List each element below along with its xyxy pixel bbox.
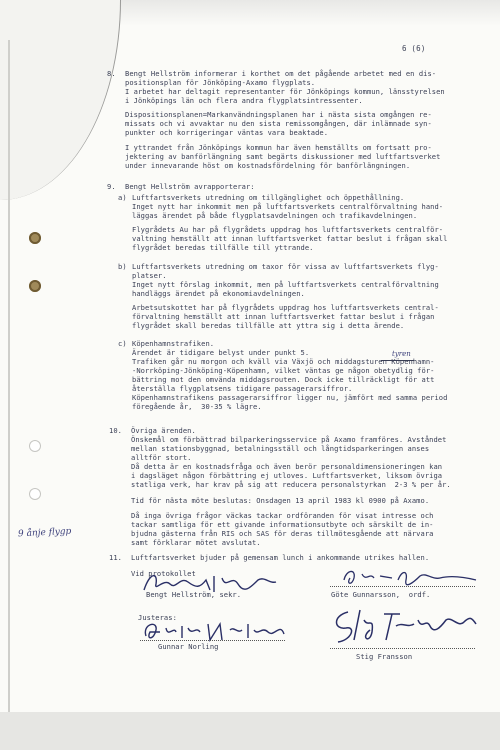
text-line: Önskemål om förbättrad bilparkeringsservice på Axamo framföres. Avståndet — [131, 435, 447, 444]
text-line: statliga verk, har krav på sig att reducera personalstyrkan 2-3 % per år. — [131, 480, 451, 489]
text-line: alltför stort. — [131, 453, 192, 462]
text-line: punkter och korrigeringar väntas vara beaktade. — [125, 128, 329, 137]
signature-line — [330, 648, 475, 649]
text-line: Stig Fransson — [356, 652, 413, 661]
text-line: Göte Gunnarsson, ordf. — [331, 590, 431, 599]
text-line: flygrådet beredas tillfälle till yttrande. — [132, 243, 314, 252]
strikethrough-mark — [381, 360, 414, 361]
text-line: Ärendet är tidigare belyst under punkt 5. — [132, 348, 310, 357]
text-line: Justeras: — [138, 613, 177, 622]
text-line: Luftfartsverkets utredning om tillgänglighet och öppethållning. — [132, 193, 405, 202]
text-line: i dagsläget någon förbättring ej utloves. Luftfartsverket, liksom övriga — [131, 471, 443, 480]
text-line: 8. — [107, 69, 116, 78]
text-line: I yttrandet från Jönköpings kommun har även hemställts om fortsatt pro- — [125, 143, 432, 152]
page-bottom-edge — [0, 712, 500, 750]
text-line: i Jönköpings län och flera andra flygplatsintressenter. — [125, 96, 363, 105]
text-line: mellan stationsbyggnad, betalningsställ och långtidsparkeringen anses — [131, 444, 430, 453]
signature-gote-gunnarsson — [340, 566, 480, 588]
text-line: Då inga övriga frågor väckas tackar ordföranden för visat intresse och — [131, 511, 434, 520]
text-line: Köpenhamnstrafikens passagerarsiffror ligger nu, jämfört med samma period — [132, 393, 448, 402]
text-line: Trafiken går nu morgon och kväll via Växjö och middagsturen Köpenhamn- — [132, 357, 435, 366]
text-line: handläggs ärendet på ekonomiavdelningen. — [132, 289, 305, 298]
signature-gunnar-norling — [140, 618, 290, 646]
text-line: missats och vi avvaktar nu den sista remissomgången, där inlämnade syn- — [125, 119, 432, 128]
text-line: -Norrköping-Jönköping-Köpenhamn, vilket väntas ge någon obetydlig för- — [132, 366, 435, 375]
punch-hole — [29, 488, 41, 500]
signature-stig-fransson — [330, 606, 480, 648]
text-line: a) — [118, 193, 127, 202]
text-line: c) — [118, 339, 127, 348]
text-line: platser. — [132, 271, 167, 280]
text-line: Bengt Hellström, sekr. — [146, 590, 242, 599]
text-line: under innevarande höst om kostnadsfördelning för banförlängningen. — [125, 161, 411, 170]
text-line: tackar samtliga för ett givande informationsutbyte och särskilt de in- — [131, 520, 434, 529]
text-line: bättring mot den omvända middagsrouten. Dock icke tillräckligt för att — [132, 375, 435, 384]
signature-line — [140, 640, 285, 641]
page-edge — [8, 40, 10, 730]
text-line: Arbetsutskottet har på flygrådets uppdrag hos luftfartsverkets central- — [132, 303, 439, 312]
text-line: föregående år, 30-35 % lägre. — [132, 402, 262, 411]
text-line: Dispositionsplanen=Markanvändningsplanen har i nästa sista omgången re- — [125, 110, 432, 119]
text-line: Köpenhamnstrafiken. — [132, 339, 215, 348]
punch-hole — [29, 440, 41, 452]
signature-line — [330, 586, 475, 587]
text-line: samt förklarar mötet avslutat. — [131, 538, 261, 547]
punch-hole — [29, 232, 41, 244]
page-number: 6 (6) — [402, 44, 426, 53]
text-line: Gunnar Norling — [158, 642, 219, 651]
text-line: återställa flygplatsens tidigare passagerarsiffror. — [132, 384, 353, 393]
text-line: flygrådet skall beredas tillfälle att yttra sig i detta ärende. — [132, 321, 405, 330]
text-line: 9. — [107, 182, 116, 191]
text-line: Övriga ärenden. — [131, 426, 196, 435]
margin-note: 9 ånje flygp — [17, 526, 72, 540]
text-line: bjudna gästerna från RIS och SAS för deras tillmötesgående att närvara — [131, 529, 434, 538]
text-line: valtning hemställt att innan luftfartsverket fattar beslut i frågan skall — [132, 234, 448, 243]
punch-hole — [29, 280, 41, 292]
text-line: jektering av banförlängning samt begärts diskussioner med luftfartsverket — [125, 152, 441, 161]
text-line: b) — [118, 262, 127, 271]
text-line: Inget nytt förslag inkommit, men på luftfartsverkets centralförvaltning — [132, 280, 439, 289]
text-line: Tid för nästa möte beslutas: Onsdagen 13 april 1983 kl 0900 på Axamo. — [131, 496, 430, 505]
text-line: läggas ärendet på både flygplatsavdelningen och trafikavdelningen. — [132, 211, 418, 220]
text-line: Luftfartsverket bjuder på gemensam lunch i ankommande utrikes hallen. — [131, 553, 430, 562]
text-line: Då detta är en kostnadsfråga och även berör personaldimensioneringen kan — [131, 462, 443, 471]
text-line: 10. — [109, 426, 122, 435]
text-line: Bengt Hellström informerar i korthet om det pågående arbetet med en dis- — [125, 69, 437, 78]
text-line: Vid protokollet — [131, 569, 196, 578]
text-line: förvaltning hemställt att innan luftfartsverket fattar beslut i frågan — [132, 312, 435, 321]
text-line: Luftfartsverkets utredning om taxor för vissa av luftfartsverkets flyg- — [132, 262, 439, 271]
text-line: I arbetet har deltagit representanter för Jönköpings kommun, länsstyrelsen — [125, 87, 445, 96]
text-line: 11. — [109, 553, 122, 562]
folded-corner — [0, 0, 121, 200]
text-line: Bengt Hellström avrapporterar: — [125, 182, 255, 191]
handwritten-correction: tyren — [392, 350, 411, 358]
text-line: Flygrådets Au har på flygrådets uppdrag hos luftfartsverkets centralför- — [132, 225, 444, 234]
text-line: positionsplan för Jönköping-Axamo flygplats. — [125, 78, 316, 87]
text-line: Inget nytt har inkommit men på luftfartsverkets centralförvaltning hand- — [132, 202, 444, 211]
signature-bengt-hellstrom — [140, 570, 280, 596]
